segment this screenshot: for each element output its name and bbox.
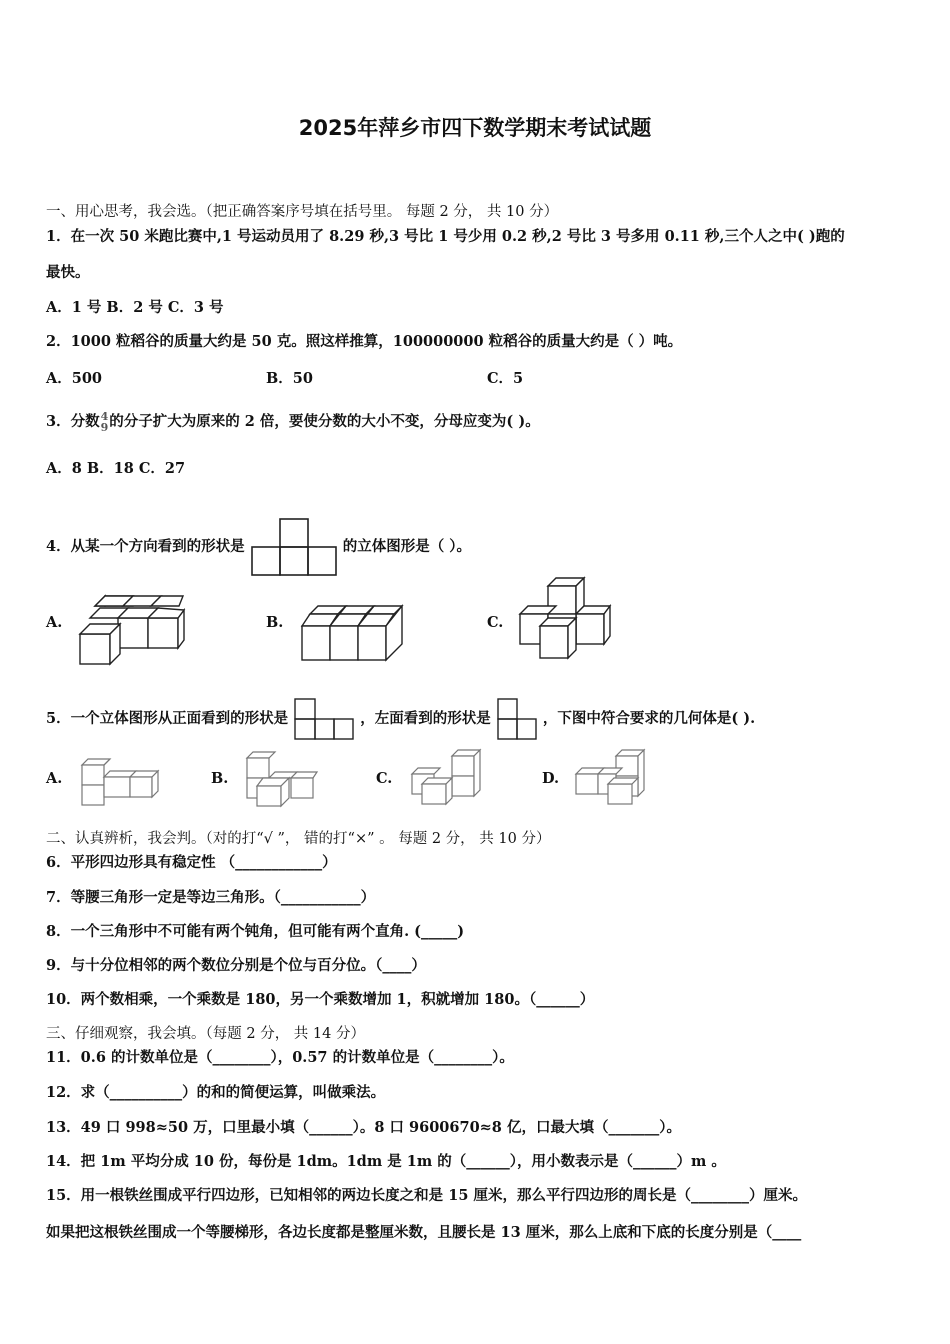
section-2-heading: 二、认真辨析，我会判。（对的打“√ ”， 错的打“×” 。 每题 2 分， 共 10 分） (46, 831, 551, 847)
q3-denominator: 9 (100, 421, 109, 434)
q5-left-view (496, 697, 538, 741)
q2-text: 2．1000 粒稻谷的质量大约是 50 克。照这样推算，100000000 粒稻谷的质量大约是（ ）吨。 (46, 333, 683, 350)
q5-option-c: C. (376, 770, 393, 787)
q1-text: 1．在一次 50 米跑比赛中,1 号运动员用了 8.29 秒,3 号比 1 号少用 0.2 秒,2 号比 3 号多用 0.11 秒,三个人之中( )跑的 (46, 228, 845, 245)
q4-figure-b (296, 604, 408, 666)
q15-text: 15．用一根铁丝围成平行四边形，已知相邻的两边长度之和是 15 厘米，那么平行四边形的周长是（________）厘米。 (46, 1187, 807, 1204)
q6-text: 6．平形四边形具有稳定性 （____________） (46, 854, 337, 871)
q4-figure-c (514, 574, 614, 664)
q12-text: 12．求（__________）的和的简便运算，叫做乘法。 (46, 1084, 386, 1101)
q3-text (46, 411, 540, 433)
q11-text: 11．0.6 的计数单位是（________），0.57 的计数单位是（________）。 (46, 1049, 514, 1066)
q5-option-a: A. (46, 770, 63, 787)
q5-text (46, 697, 755, 741)
q1-options: A．1 号 B．2 号 C．3 号 (46, 299, 224, 316)
q4-text (46, 517, 471, 577)
q3-options: A．8 B．18 C．27 (46, 460, 186, 477)
q4-option-c: C. (487, 614, 504, 631)
q13-text: 13．49 口 998≈50 万，口里最小填（______）。8 口 9600670≈8 亿，口最大填（_______）。 (46, 1119, 681, 1136)
q2-option-a: A．500 (46, 370, 103, 387)
q3-post: 的分子扩大为原来的 2 倍，要使分数的大小不变，分母应变为( )。 (109, 413, 540, 430)
q2-option-b: B．50 (266, 370, 313, 387)
q5-mid: ，左面看到的形状是 (360, 710, 491, 727)
q14-text: 14．把 1m 平均分成 10 份，每份是 1dm。1dm 是 1m 的（______），用小数表示是（______）m 。 (46, 1153, 726, 1170)
q5-post: ，下图中符合要求的几何体是( ). (542, 710, 756, 727)
q3-fraction (101, 411, 109, 433)
q5-figure-c (408, 748, 484, 810)
section-3-heading: 三、仔细观察，我会填。（每题 2 分， 共 14 分） (46, 1026, 365, 1042)
section-1-heading: 一、用心思考，我会选。（把正确答案序号填在括号里。 每题 2 分， 共 10 分） (46, 204, 559, 220)
q5-figure-d (572, 748, 648, 810)
q5-front-view (293, 697, 355, 741)
q15-text-cont: 如果把这根铁丝围成一个等腰梯形，各边长度都是整厘米数，且腰长是 13 厘米，那么上底和下底的长度分别是（____ (46, 1224, 802, 1241)
q4-view-shape (250, 517, 338, 577)
q9-text: 9．与十分位相邻的两个数位分别是个位与百分位。（____） (46, 957, 426, 974)
q4-option-a: A. (46, 614, 63, 631)
q3-numerator: 4 (100, 410, 109, 423)
q10-text: 10．两个数相乘，一个乘数是 180，另一个乘数增加 1，积就增加 180。（______） (46, 991, 595, 1008)
q4-post: 的立体图形是（ ）。 (342, 538, 472, 555)
page-title: 2025年萍乡市四下数学期末考试试题 (298, 116, 652, 140)
q7-text: 7．等腰三角形一定是等边三角形。（___________） (46, 889, 376, 906)
q8-text: 8．一个三角形中不可能有两个钝角，但可能有两个直角. (_____) (46, 923, 465, 940)
q2-option-c: C．5 (487, 370, 524, 387)
q3-pre: 3．分数 (46, 413, 100, 430)
q5-option-b: B. (211, 770, 229, 787)
q4-figure-a (78, 592, 188, 666)
q4-pre: 4．从某一个方向看到的形状是 (46, 538, 245, 555)
q5-pre: 5．一个立体图形从正面看到的形状是 (46, 710, 289, 727)
q5-figure-a (78, 755, 160, 809)
q4-option-b: B. (266, 614, 284, 631)
q1-text-cont: 最快。 (46, 264, 90, 281)
q5-option-d: D. (542, 770, 560, 787)
q5-figure-b (243, 748, 319, 810)
